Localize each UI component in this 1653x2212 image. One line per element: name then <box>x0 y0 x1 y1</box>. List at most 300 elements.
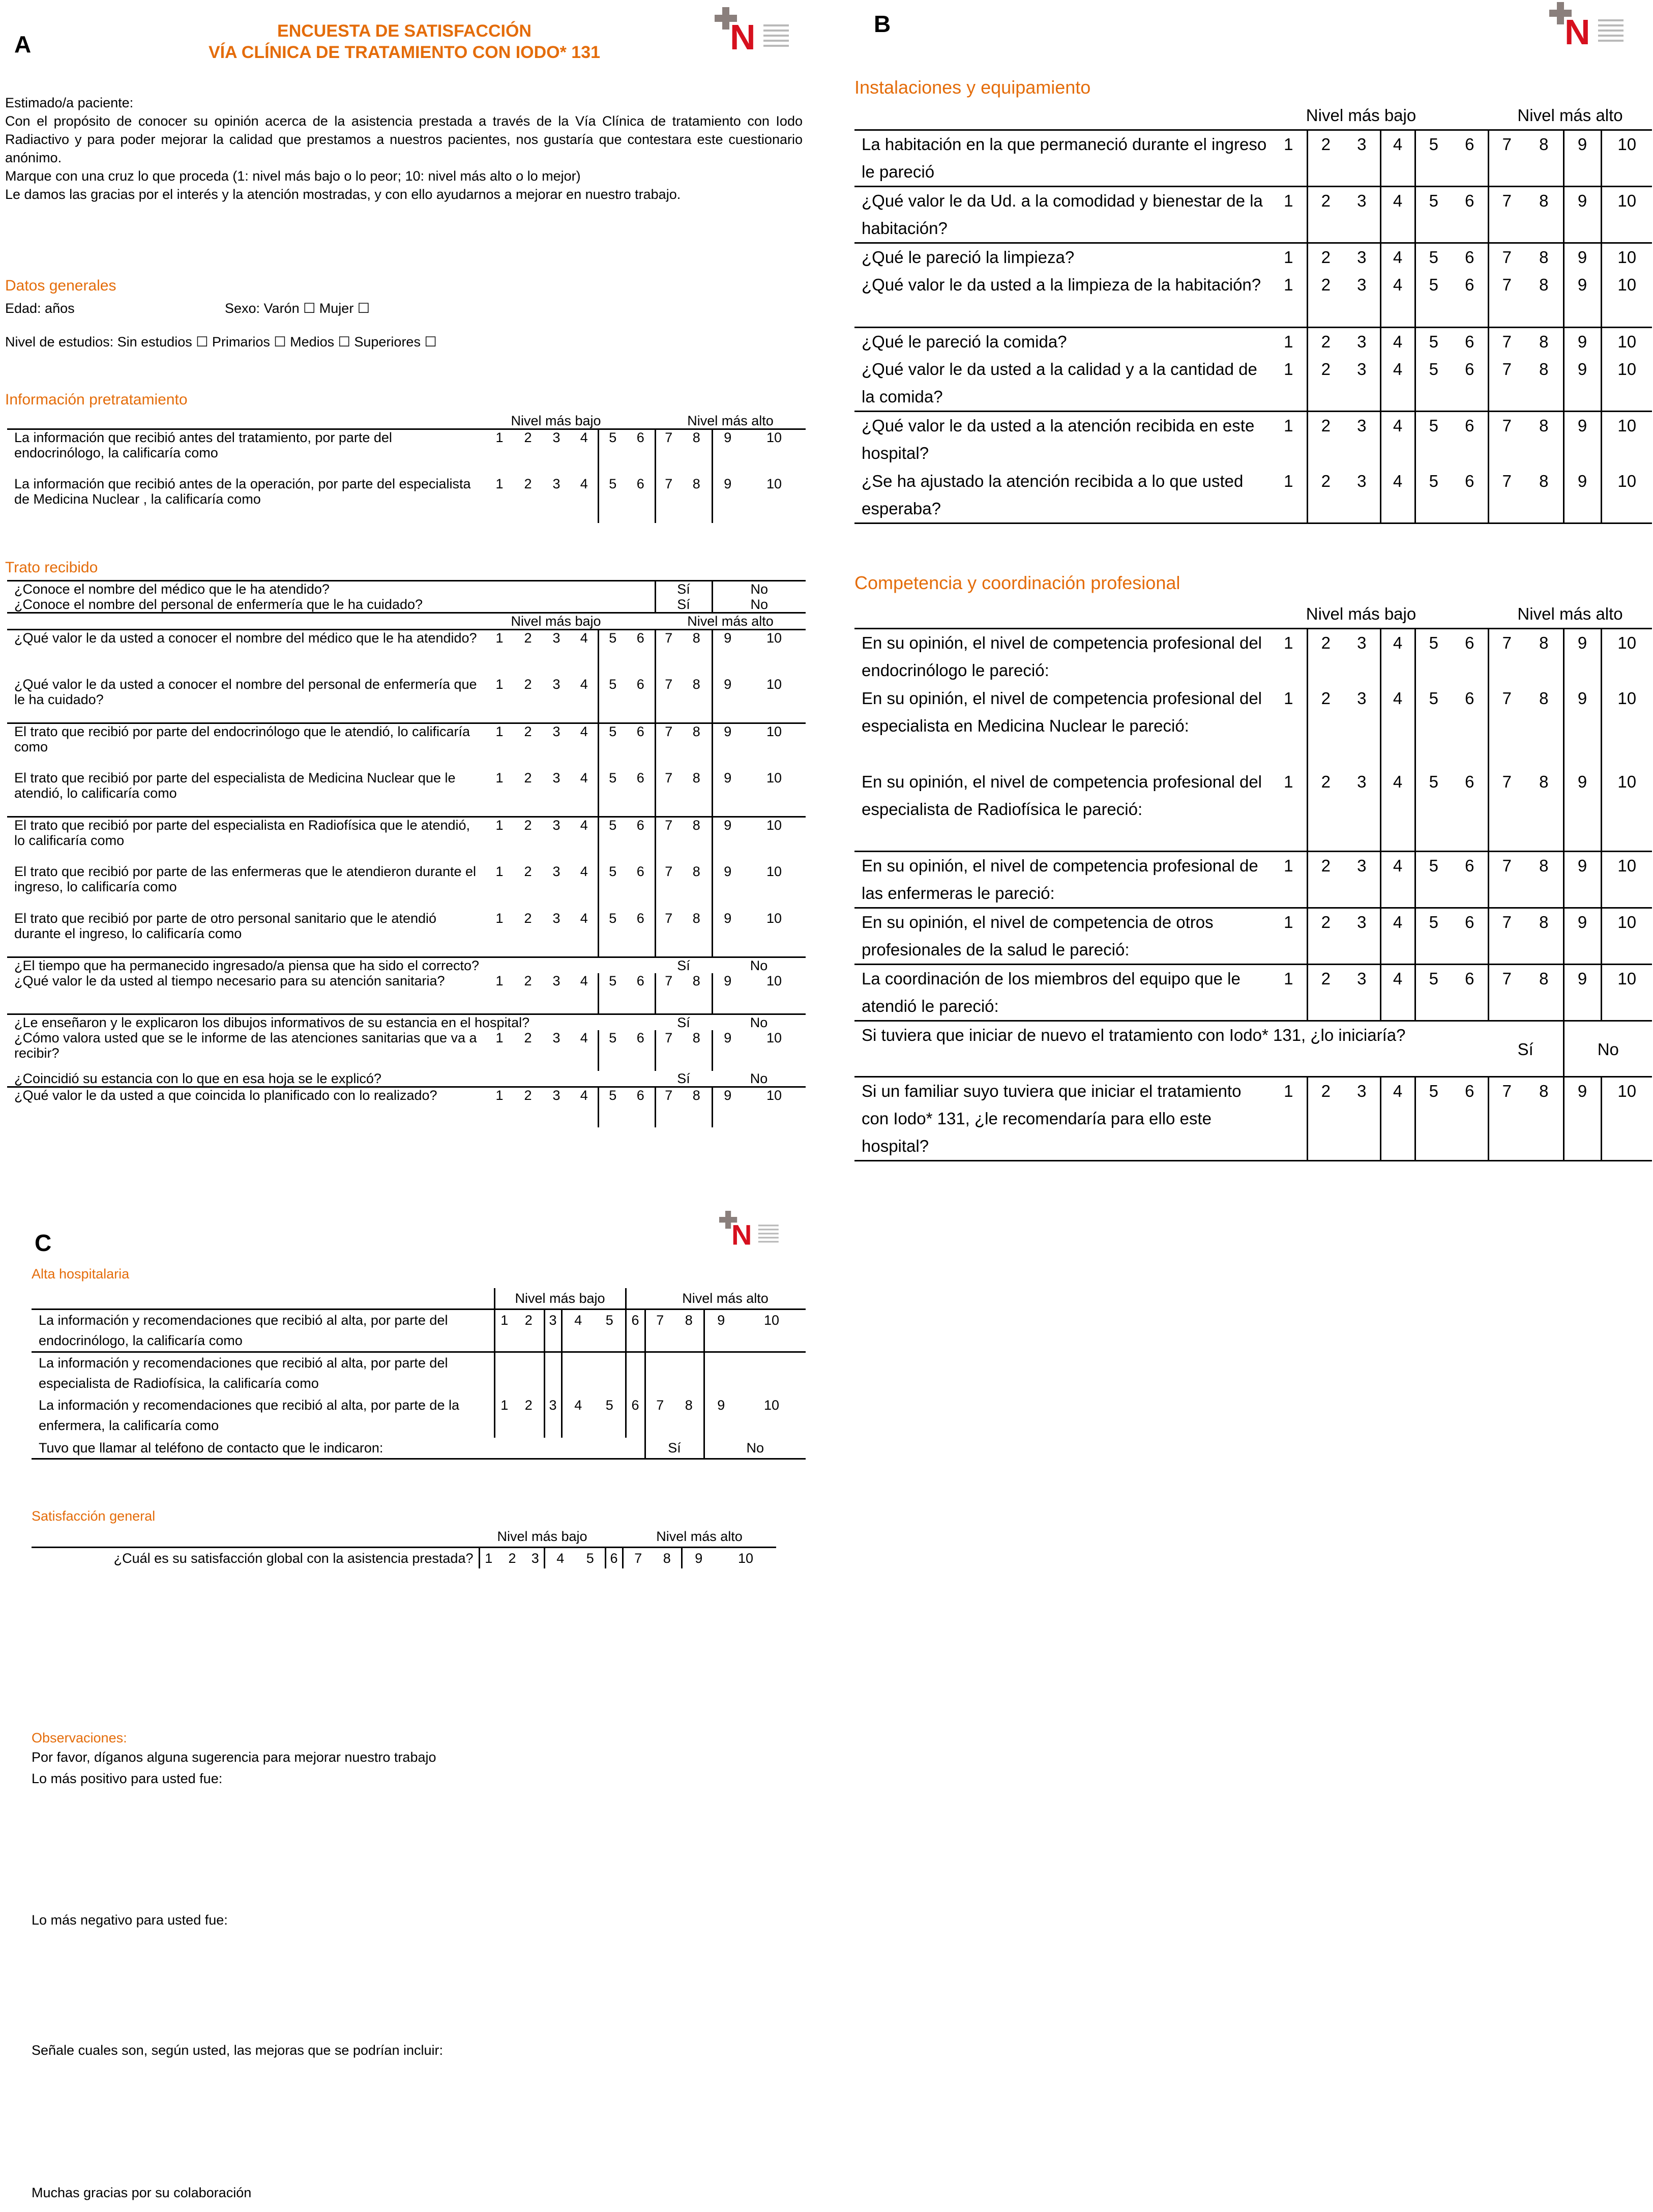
rating-option[interactable]: 7 <box>655 723 682 770</box>
rating-option[interactable]: 6 <box>1465 471 1474 490</box>
rating-option[interactable]: 10 <box>763 1397 780 1413</box>
rating-option[interactable]: 4 <box>1380 685 1415 768</box>
no-option[interactable]: No <box>712 597 806 613</box>
rating-option[interactable]: 7 <box>1488 243 1525 272</box>
rating-option[interactable]: 4 <box>1380 130 1415 187</box>
rating-option[interactable]: 1 <box>1271 243 1307 272</box>
rating-option[interactable]: 9 <box>1563 685 1601 768</box>
rating-option[interactable]: 9 <box>712 1087 743 1127</box>
rating-option[interactable]: 8 <box>1539 471 1549 490</box>
rating-option[interactable]: 3 <box>542 1087 571 1127</box>
rating-option[interactable]: 7 <box>655 770 682 817</box>
rating-option[interactable]: 2 <box>1307 271 1344 327</box>
rating-option[interactable]: 9 <box>712 973 743 1014</box>
rating-option[interactable]: 1 <box>1284 359 1293 379</box>
rating-option[interactable]: 6 <box>1452 327 1488 356</box>
rating-option[interactable]: 4 <box>1380 629 1415 685</box>
rating-option[interactable]: 9 <box>1563 629 1601 685</box>
rating-option[interactable]: 4 <box>580 1030 588 1045</box>
rating-option[interactable]: 10 <box>743 1087 806 1127</box>
rating-option[interactable]: 8 <box>1525 852 1563 908</box>
rating-option[interactable]: 3 <box>552 863 560 879</box>
rating-option[interactable]: 6 <box>626 1395 645 1438</box>
rating-option[interactable]: 5 <box>586 1551 594 1566</box>
rating-option[interactable]: 4 <box>571 723 598 770</box>
rating-option[interactable]: 1 <box>1284 275 1293 294</box>
rating-option[interactable]: 9 <box>712 817 743 864</box>
rating-option[interactable]: 1 <box>1271 412 1307 468</box>
rating-option[interactable]: 10 <box>766 676 782 692</box>
rating-option[interactable]: 9 <box>1563 468 1601 523</box>
rating-option[interactable]: 9 <box>712 911 743 957</box>
rating-option[interactable]: 1 <box>495 676 504 692</box>
rating-option[interactable]: 5 <box>598 911 627 957</box>
rating-option[interactable]: 7 <box>655 817 682 864</box>
rating-option[interactable]: 4 <box>571 1087 598 1127</box>
rating-option[interactable]: 10 <box>766 863 782 879</box>
rating-option[interactable]: 2 <box>1307 243 1344 272</box>
no-option[interactable]: No <box>750 1070 768 1086</box>
rating-option[interactable]: 1 <box>485 817 514 864</box>
rating-option[interactable]: 4 <box>571 429 598 476</box>
edad-field[interactable]: Edad: años <box>5 301 75 316</box>
rating-option[interactable]: 8 <box>692 676 700 692</box>
rating-option[interactable]: 10 <box>1601 629 1652 685</box>
rating-option[interactable]: 5 <box>598 476 627 523</box>
rating-option[interactable]: 10 <box>1601 187 1652 243</box>
rating-option[interactable]: 10 <box>766 973 782 988</box>
rating-option[interactable]: 3 <box>1357 359 1367 379</box>
rating-option[interactable]: 6 <box>636 910 644 926</box>
rating-option[interactable]: 7 <box>1488 327 1525 356</box>
rating-option[interactable]: 6 <box>636 676 644 692</box>
rating-option[interactable]: 5 <box>598 1087 627 1127</box>
rating-option[interactable]: 3 <box>552 770 560 785</box>
rating-option[interactable]: 7 <box>1488 685 1525 768</box>
rating-option[interactable]: 9 <box>712 630 743 677</box>
rating-option[interactable]: 3 <box>1344 629 1380 685</box>
rating-option[interactable]: 7 <box>1488 130 1525 187</box>
sexo-field[interactable]: Sexo: Varón ☐ Mujer ☐ <box>225 301 370 316</box>
rating-option[interactable]: 6 <box>636 476 644 491</box>
rating-option[interactable]: 2 <box>1307 187 1344 243</box>
rating-option[interactable]: 4 <box>1380 1077 1415 1161</box>
rating-option[interactable]: 1 <box>1284 772 1293 791</box>
rating-option[interactable]: 9 <box>1563 356 1601 412</box>
rating-option[interactable]: 6 <box>636 770 644 785</box>
rating-option[interactable]: 6 <box>1452 187 1488 243</box>
rating-option[interactable]: 3 <box>544 1309 562 1352</box>
rating-option[interactable]: 9 <box>704 1395 737 1438</box>
rating-option[interactable]: 7 <box>655 911 682 957</box>
rating-option[interactable]: 4 <box>1380 768 1415 852</box>
rating-option[interactable]: 5 <box>1415 629 1452 685</box>
rating-option[interactable]: 3 <box>1344 852 1380 908</box>
rating-option[interactable]: 7 <box>645 1395 674 1438</box>
rating-option[interactable]: 6 <box>627 723 655 770</box>
rating-option[interactable]: 7 <box>1488 412 1525 468</box>
rating-option[interactable]: 5 <box>598 1030 627 1071</box>
rating-option[interactable]: 10 <box>1601 908 1652 965</box>
rating-option[interactable]: 10 <box>1601 327 1652 356</box>
rating-option[interactable]: 2 <box>1307 908 1344 965</box>
rating-option[interactable]: 5 <box>598 817 627 864</box>
rating-option[interactable]: 6 <box>1452 243 1488 272</box>
rating-option[interactable]: 4 <box>1380 965 1415 1021</box>
yes-option[interactable]: Sí <box>655 581 712 597</box>
rating-option[interactable]: 7 <box>655 1087 682 1127</box>
rating-option[interactable]: 2 <box>1307 412 1344 468</box>
rating-option[interactable]: 5 <box>598 630 627 677</box>
rating-option[interactable]: 1 <box>495 863 504 879</box>
rating-option[interactable]: 7 <box>1488 271 1525 327</box>
rating-option[interactable]: 9 <box>1563 965 1601 1021</box>
rating-option[interactable]: 2 <box>1307 468 1344 523</box>
rating-option[interactable]: 10 <box>743 817 806 864</box>
rating-option[interactable]: 7 <box>655 1030 682 1071</box>
rating-option[interactable]: 2 <box>524 863 532 879</box>
rating-option[interactable]: 5 <box>598 677 627 723</box>
rating-option[interactable]: 2 <box>1307 852 1344 908</box>
rating-option[interactable]: 7 <box>1488 629 1525 685</box>
rating-option[interactable]: 1 <box>495 770 504 785</box>
rating-option[interactable]: 9 <box>712 770 743 817</box>
rating-option[interactable]: 6 <box>1452 965 1488 1021</box>
rating-option[interactable]: 6 <box>1452 130 1488 187</box>
yes-option[interactable]: Sí <box>1488 1021 1563 1077</box>
rating-option[interactable]: 5 <box>1415 965 1452 1021</box>
rating-option[interactable]: 3 <box>542 817 571 864</box>
rating-option[interactable]: 8 <box>682 1087 712 1127</box>
rating-option[interactable]: 8 <box>1525 243 1563 272</box>
rating-option[interactable]: 3 <box>1357 772 1367 791</box>
rating-option[interactable]: 9 <box>1563 327 1601 356</box>
rating-option[interactable]: 10 <box>766 476 782 491</box>
rating-option[interactable]: 4 <box>1380 187 1415 243</box>
rating-option[interactable]: 5 <box>1415 187 1452 243</box>
rating-option[interactable]: 1 <box>1271 629 1307 685</box>
rating-option[interactable]: 2 <box>514 723 542 770</box>
rating-option[interactable]: 4 <box>1380 468 1415 523</box>
rating-option[interactable]: 2 <box>514 429 542 476</box>
rating-option[interactable]: 8 <box>1525 1077 1563 1161</box>
rating-option[interactable]: 8 <box>1525 412 1563 468</box>
rating-option[interactable]: 1 <box>495 476 504 491</box>
rating-option[interactable]: 7 <box>1488 908 1525 965</box>
rating-option[interactable]: 9 <box>682 1548 715 1569</box>
rating-option[interactable]: 2 <box>524 910 532 926</box>
rating-option[interactable]: 9 <box>1563 908 1601 965</box>
rating-option[interactable]: 5 <box>1415 685 1452 768</box>
rating-option[interactable]: 3 <box>1344 130 1380 187</box>
rating-option[interactable]: 1 <box>1271 327 1307 356</box>
rating-option[interactable]: 8 <box>692 1030 700 1045</box>
rating-option[interactable]: 6 <box>636 863 644 879</box>
rating-option[interactable]: 3 <box>552 676 560 692</box>
rating-option[interactable]: 8 <box>1525 629 1563 685</box>
rating-option[interactable]: 10 <box>743 630 806 677</box>
rating-option[interactable]: 2 <box>524 1313 533 1328</box>
no-option[interactable]: No <box>712 957 806 974</box>
rating-option[interactable]: 3 <box>542 630 571 677</box>
rating-option[interactable]: 5 <box>1415 768 1452 852</box>
rating-option[interactable]: 1 <box>485 630 514 677</box>
rating-option[interactable]: 9 <box>1563 130 1601 187</box>
rating-option[interactable]: 1 <box>1271 965 1307 1021</box>
rating-option[interactable]: 4 <box>580 770 588 785</box>
rating-option[interactable]: 6 <box>1465 275 1474 294</box>
rating-option[interactable]: 4 <box>580 973 588 988</box>
rating-option[interactable]: 1 <box>1271 908 1307 965</box>
rating-option[interactable]: 3 <box>1344 908 1380 965</box>
rating-option[interactable]: 9 <box>1563 243 1601 272</box>
rating-option[interactable]: 4 <box>1380 243 1415 272</box>
rating-option[interactable]: 8 <box>682 429 712 476</box>
rating-option[interactable]: 4 <box>544 1548 576 1569</box>
rating-option[interactable]: 7 <box>655 864 682 911</box>
rating-option[interactable]: 3 <box>552 973 560 988</box>
rating-option[interactable]: 4 <box>1380 327 1415 356</box>
rating-option[interactable]: 3 <box>531 1551 539 1566</box>
estudios-field[interactable]: Nivel de estudios: Sin estudios ☐ Primarios ☐ Medios ☐ Superiores ☐ <box>5 334 437 350</box>
rating-option[interactable]: 1 <box>495 1030 504 1045</box>
rating-option[interactable]: 6 <box>636 1030 644 1045</box>
rating-option[interactable]: 2 <box>1307 327 1344 356</box>
rating-option[interactable]: 7 <box>1488 768 1525 852</box>
rating-option[interactable]: 7 <box>1488 356 1525 412</box>
rating-option[interactable]: 9 <box>704 1309 737 1352</box>
rating-option[interactable]: 4 <box>1380 908 1415 965</box>
rating-option[interactable]: 4 <box>571 817 598 864</box>
rating-option[interactable]: 10 <box>1601 243 1652 272</box>
rating-option[interactable]: 5 <box>1415 243 1452 272</box>
yes-option[interactable]: Sí <box>655 957 712 974</box>
rating-option[interactable]: 7 <box>655 973 682 1014</box>
rating-option[interactable]: 6 <box>1452 412 1488 468</box>
rating-option[interactable]: 10 <box>1601 1077 1652 1161</box>
rating-option[interactable]: 3 <box>552 910 560 926</box>
rating-option[interactable]: 10 <box>1601 768 1652 852</box>
rating-option[interactable]: 10 <box>1601 852 1652 908</box>
rating-option[interactable]: 10 <box>738 1551 754 1566</box>
rating-option[interactable]: 3 <box>1344 965 1380 1021</box>
rating-option[interactable]: 1 <box>495 973 504 988</box>
rating-option[interactable]: 10 <box>1601 356 1652 412</box>
rating-option[interactable]: 8 <box>1539 359 1549 379</box>
rating-option[interactable]: 5 <box>1415 1077 1452 1161</box>
rating-option[interactable]: 5 <box>1415 271 1452 327</box>
rating-option[interactable]: 2 <box>1307 130 1344 187</box>
rating-option[interactable]: 2 <box>1307 356 1344 412</box>
rating-option[interactable]: 10 <box>766 770 782 785</box>
rating-option[interactable]: 5 <box>1415 468 1452 523</box>
rating-option[interactable]: 1 <box>1271 1077 1307 1161</box>
rating-option[interactable]: 5 <box>598 864 627 911</box>
rating-option[interactable]: 6 <box>1452 629 1488 685</box>
rating-option[interactable]: 10 <box>743 429 806 476</box>
rating-option[interactable]: 3 <box>544 1395 562 1438</box>
rating-option[interactable]: 2 <box>1307 768 1344 852</box>
rating-option[interactable]: 6 <box>627 1087 655 1127</box>
yes-option[interactable]: Sí <box>645 1438 704 1459</box>
rating-option[interactable]: 5 <box>598 770 627 817</box>
no-option[interactable]: No <box>712 1014 806 1030</box>
rating-option[interactable]: 8 <box>692 910 700 926</box>
rating-option[interactable]: 2 <box>524 476 532 491</box>
rating-option[interactable]: 1 <box>485 1087 514 1127</box>
rating-option[interactable]: 8 <box>692 973 700 988</box>
rating-option[interactable]: 8 <box>1539 275 1549 294</box>
rating-option[interactable]: 8 <box>692 770 700 785</box>
rating-option[interactable]: 5 <box>598 723 627 770</box>
no-option[interactable]: No <box>704 1438 806 1459</box>
rating-option[interactable]: 8 <box>1525 965 1563 1021</box>
rating-option[interactable]: 5 <box>598 973 627 1014</box>
rating-option[interactable]: 1 <box>1284 471 1293 490</box>
rating-option[interactable]: 5 <box>1415 130 1452 187</box>
rating-option[interactable]: 9 <box>712 723 743 770</box>
rating-option[interactable]: 9 <box>1563 412 1601 468</box>
rating-option[interactable]: 1 <box>1271 852 1307 908</box>
rating-option[interactable]: 1 <box>494 1395 514 1438</box>
rating-option[interactable]: 6 <box>1465 688 1474 708</box>
rating-option[interactable]: 10 <box>1601 130 1652 187</box>
rating-option[interactable]: 3 <box>1344 412 1380 468</box>
rating-option[interactable]: 9 <box>712 429 743 476</box>
rating-option[interactable]: 6 <box>1452 908 1488 965</box>
rating-option[interactable]: 2 <box>514 817 542 864</box>
rating-option[interactable]: 2 <box>514 1087 542 1127</box>
rating-option[interactable]: 8 <box>1525 187 1563 243</box>
rating-option[interactable]: 8 <box>682 723 712 770</box>
rating-option[interactable]: 1 <box>485 429 514 476</box>
rating-option[interactable]: 9 <box>1563 187 1601 243</box>
rating-option[interactable]: 9 <box>1563 768 1601 852</box>
rating-option[interactable]: 8 <box>682 817 712 864</box>
rating-option[interactable]: 6 <box>627 630 655 677</box>
rating-option[interactable]: 6 <box>605 1548 623 1569</box>
rating-option[interactable]: 5 <box>605 1313 613 1328</box>
rating-option[interactable]: 6 <box>636 973 644 988</box>
rating-option[interactable]: 10 <box>763 1313 780 1328</box>
rating-option[interactable]: 4 <box>580 476 588 491</box>
rating-option[interactable]: 5 <box>1415 356 1452 412</box>
rating-option[interactable]: 4 <box>562 1309 594 1352</box>
rating-option[interactable]: 2 <box>524 973 532 988</box>
rating-option[interactable]: 4 <box>562 1395 594 1438</box>
rating-option[interactable]: 2 <box>514 630 542 677</box>
rating-option[interactable]: 4 <box>571 630 598 677</box>
rating-option[interactable]: 5 <box>605 1397 613 1413</box>
rating-option[interactable]: 6 <box>1452 852 1488 908</box>
rating-option[interactable]: 6 <box>1465 359 1474 379</box>
rating-option[interactable]: 1 <box>494 1309 514 1352</box>
rating-option[interactable]: 10 <box>766 910 782 926</box>
rating-option[interactable]: 1 <box>1271 130 1307 187</box>
rating-option[interactable]: 5 <box>1415 412 1452 468</box>
rating-option[interactable]: 8 <box>692 476 700 491</box>
rating-option[interactable]: 1 <box>495 910 504 926</box>
rating-option[interactable]: 2 <box>1307 965 1344 1021</box>
rating-option[interactable]: 4 <box>580 863 588 879</box>
rating-option[interactable]: 8 <box>682 630 712 677</box>
rating-option[interactable]: 6 <box>627 429 655 476</box>
rating-option[interactable]: 9 <box>712 864 743 911</box>
rating-option[interactable]: 9 <box>1563 1077 1601 1161</box>
rating-option[interactable]: 5 <box>598 429 627 476</box>
rating-option[interactable]: 4 <box>580 910 588 926</box>
rating-option[interactable]: 3 <box>552 476 560 491</box>
rating-option[interactable]: 9 <box>712 677 743 723</box>
rating-option[interactable]: 10 <box>1601 412 1652 468</box>
no-option[interactable]: No <box>1563 1021 1652 1077</box>
yes-option[interactable]: Sí <box>655 597 712 613</box>
rating-option[interactable]: 7 <box>1488 187 1525 243</box>
rating-option[interactable]: 8 <box>1525 327 1563 356</box>
rating-option[interactable]: 3 <box>1344 327 1380 356</box>
rating-option[interactable]: 4 <box>1380 412 1415 468</box>
rating-option[interactable]: 6 <box>626 1309 645 1352</box>
rating-option[interactable]: 3 <box>542 723 571 770</box>
rating-option[interactable]: 1 <box>1284 688 1293 708</box>
rating-option[interactable]: 9 <box>1563 271 1601 327</box>
rating-option[interactable]: 2 <box>524 1397 533 1413</box>
rating-option[interactable]: 1 <box>479 1548 497 1569</box>
rating-option[interactable]: 9 <box>1563 852 1601 908</box>
rating-option[interactable]: 8 <box>685 1313 693 1328</box>
rating-option[interactable]: 4 <box>1380 852 1415 908</box>
rating-option[interactable]: 6 <box>1465 772 1474 791</box>
rating-option[interactable]: 6 <box>627 817 655 864</box>
yes-option[interactable]: Sí <box>655 1014 712 1030</box>
rating-option[interactable]: 2 <box>524 770 532 785</box>
rating-option[interactable]: 3 <box>1357 471 1367 490</box>
rating-option[interactable]: 2 <box>524 1030 532 1045</box>
rating-option[interactable]: 8 <box>663 1551 671 1566</box>
rating-option[interactable]: 3 <box>1357 688 1367 708</box>
rating-option[interactable]: 7 <box>655 630 682 677</box>
rating-option[interactable]: 8 <box>1539 772 1549 791</box>
no-option[interactable]: No <box>712 581 806 597</box>
rating-option[interactable]: 7 <box>1488 468 1525 523</box>
rating-option[interactable]: 9 <box>712 1030 743 1071</box>
rating-option[interactable]: 10 <box>1601 468 1652 523</box>
rating-option[interactable]: 10 <box>766 1030 782 1045</box>
rating-option[interactable]: 7 <box>655 476 682 523</box>
rating-option[interactable]: 2 <box>1307 1077 1344 1161</box>
rating-option[interactable]: 10 <box>1601 685 1652 768</box>
yes-option[interactable]: Sí <box>677 1070 690 1086</box>
rating-option[interactable]: 2 <box>1307 685 1344 768</box>
rating-option[interactable]: 8 <box>692 863 700 879</box>
rating-option[interactable]: 2 <box>508 1551 516 1566</box>
rating-option[interactable]: 7 <box>1488 852 1525 908</box>
rating-option[interactable]: 3 <box>552 1030 560 1045</box>
rating-option[interactable]: 8 <box>1539 688 1549 708</box>
rating-option[interactable]: 1 <box>1271 187 1307 243</box>
rating-option[interactable]: 5 <box>1415 908 1452 965</box>
rating-option[interactable]: 5 <box>1415 327 1452 356</box>
rating-option[interactable]: 1 <box>485 723 514 770</box>
rating-option[interactable]: 4 <box>1380 356 1415 412</box>
rating-option[interactable]: 7 <box>623 1548 653 1569</box>
rating-option[interactable]: 5 <box>1415 852 1452 908</box>
rating-option[interactable]: 7 <box>655 429 682 476</box>
rating-option[interactable]: 3 <box>1357 275 1367 294</box>
rating-option[interactable]: 3 <box>1344 1077 1380 1161</box>
rating-option[interactable]: 8 <box>1525 130 1563 187</box>
rating-option[interactable]: 7 <box>1488 965 1525 1021</box>
